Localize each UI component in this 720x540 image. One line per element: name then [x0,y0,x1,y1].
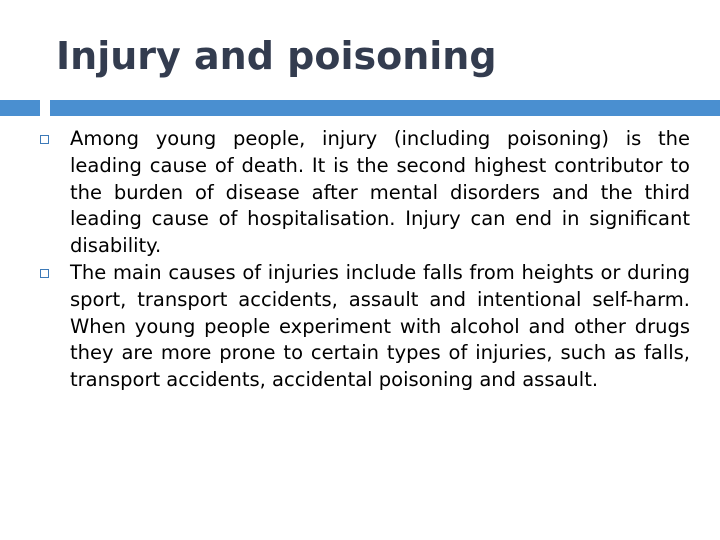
square-bullet-icon [40,269,49,278]
square-bullet-icon [40,135,49,144]
bullet-item-injury-leading-cause [40,126,690,260]
bullet-list [40,126,690,394]
bullet-text: Among young people, injury (including poisoning) is the leading cause of death. It is the second highest contributor to the burden of disease after mental disorders and the third leading cause of hospitalisation. Injury can end in significant disability. [70,127,690,258]
bullet-text: The main causes of injuries include falls from heights or during sport, transport accidents, assault and intentional self-harm. When young people experiment with alcohol and other drugs they are more prone to certain types of injuries, such as falls, transport accidents, accidental poisoning and assault. [70,260,690,392]
title-divider-bar [50,100,720,116]
slide-title: Injury and poisoning [56,34,497,78]
bullet-item-main-causes [40,260,690,394]
title-divider-left [0,100,40,116]
